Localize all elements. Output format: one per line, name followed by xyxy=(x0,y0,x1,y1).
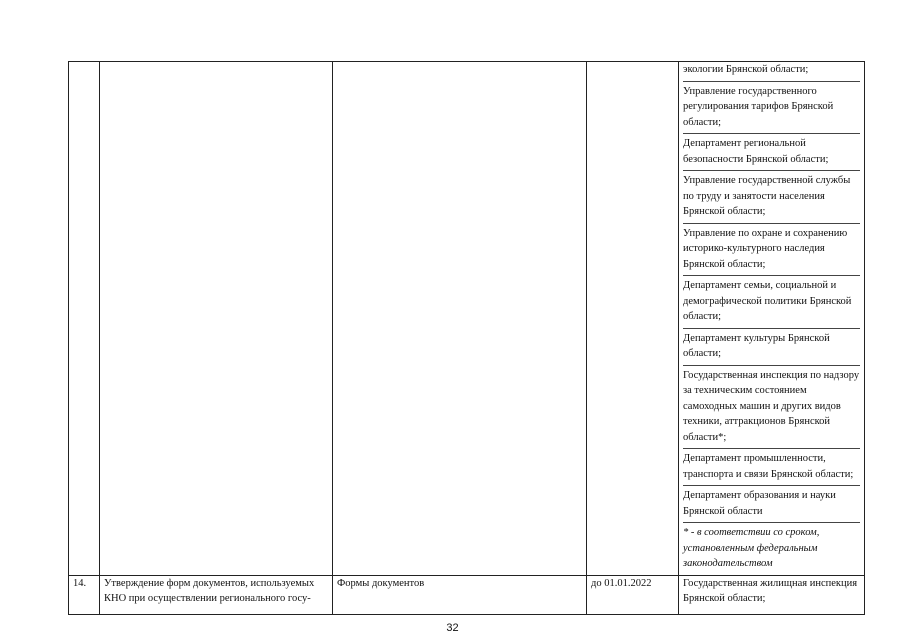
footnote: * - в соответствии со сроком, установленным федеральным законодательством xyxy=(683,527,820,569)
cell-number xyxy=(69,62,100,576)
cell-number: 14. xyxy=(69,575,100,614)
responsible-entry: Управление государственного регулирования тарифов Брянской области; xyxy=(683,82,860,135)
table-row-continuation xyxy=(69,62,865,576)
cell-result: Формы документов xyxy=(333,575,587,614)
cell-deadline: до 01.01.2022 xyxy=(587,575,679,614)
cell-deadline xyxy=(587,62,679,576)
cell-measure: Утверждение форм документов, используемых КНО при осуществлении регионального госу- xyxy=(100,575,333,614)
page-number: 32 xyxy=(446,622,459,634)
responsible-entry: Департамент культуры Брянской области; xyxy=(683,329,860,366)
responsible-entry: Департамент семьи, социальной и демографической политики Брянской области; xyxy=(683,276,860,329)
responsible-entry: Департамент региональной безопасности Брянской области; xyxy=(683,134,860,171)
cell-result xyxy=(333,62,587,576)
responsible-entry: Государственная инспекция по надзору за техническим состоянием самоходных машин и других видов техники, аттракционов Брянской области*; xyxy=(683,366,860,450)
measures-table xyxy=(68,61,865,615)
responsible-entry: Департамент образования и науки Брянской области xyxy=(683,486,860,523)
cell-responsible xyxy=(679,62,865,576)
table-row-14 xyxy=(69,575,865,614)
responsible-entry: Департамент промышленности, транспорта и связи Брянской области; xyxy=(683,449,860,486)
responsible-entry: Управление по охране и сохранению историко-культурного наследия Брянской области; xyxy=(683,224,860,277)
cell-responsible: Государственная жилищная инспекция Брянской области; xyxy=(679,575,865,614)
cell-measure xyxy=(100,62,333,576)
responsible-entry: экологии Брянской области; xyxy=(683,62,860,82)
responsible-entry: Управление государственной службы по труду и занятости населения Брянской области; xyxy=(683,171,860,224)
